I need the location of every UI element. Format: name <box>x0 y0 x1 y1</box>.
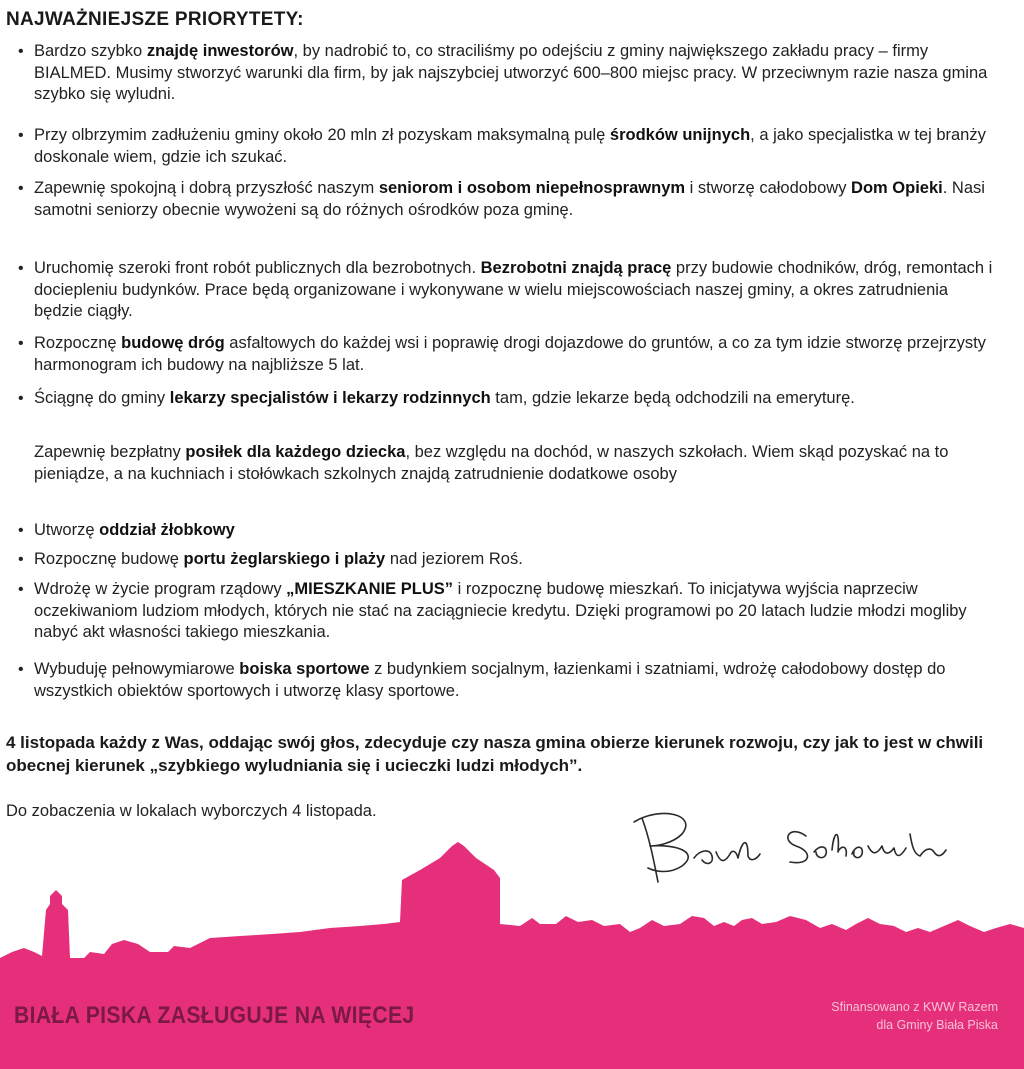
campaign-slogan: BIAŁA PISKA ZASŁUGUJE NA WIĘCEJ <box>14 1002 415 1029</box>
priority-item <box>18 125 998 168</box>
emphasis-text: seniorom i osobom niepełnosprawnym <box>378 179 686 197</box>
body-text: Wybuduję pełnowymiarowe <box>34 660 240 678</box>
bullet-icon: • <box>18 390 24 407</box>
priority-text <box>34 549 998 571</box>
funding-line: dla Gminy Biała Piska <box>876 1018 998 1032</box>
body-text: Przy olbrzymim zadłużeniu gminy około 20 mln zł pozyskam maksymalną pulę <box>34 126 610 144</box>
emphasis-text: lekarzy specjalistów i lekarzy rodzinnych <box>169 389 491 407</box>
priority-item <box>18 549 998 571</box>
body-text: Zapewnię spokojną i dobrą przyszłość naszym <box>34 179 379 197</box>
page-heading: NAJWAŻNIEJSZE PRIORYTETY: <box>6 9 304 30</box>
emphasis-text: budowę dróg <box>121 334 225 352</box>
body-text: Wdrożę w życie program rządowy <box>34 580 287 598</box>
body-text: . Nasi samotni seniorzy obecnie wywożeni są do różnych ośrodków poza gminę. <box>34 179 985 219</box>
bullet-icon: • <box>18 661 24 678</box>
emphasis-text: posiłek dla każdego dziecka <box>185 443 406 461</box>
priority-text <box>34 333 998 376</box>
body-text: , bez względu na dochód, w naszych szkołach. Wiem skąd pozyskać na to pieniądze, a na kuchniach i stołówkach szkolnych znajdą zatrudnienie dodatkowe osoby <box>34 443 949 483</box>
priority-text <box>34 388 998 410</box>
funding-note <box>768 998 998 1034</box>
body-text: Rozpocznę budowę <box>34 550 184 568</box>
body-text: Uruchomię szeroki front robót publicznych dla bezrobotnych. <box>34 259 481 277</box>
priority-item <box>18 520 998 542</box>
body-text: , by nadrobić to, co straciliśmy po odejściu z gminy największego zakładu pracy – firmy BIALMED. Musimy stworzyć warunki dla firm, by jak najszybciej utworzyć 600–800 miejsc pracy. W przeciwnym razie nasza gmina szybko się wyludni. <box>34 42 988 103</box>
bullet-icon: • <box>18 43 24 60</box>
emphasis-text: Bezrobotni znajdą pracę <box>480 259 672 277</box>
body-text: Ściągnę do gminy <box>34 389 170 407</box>
body-text: Utworzę <box>34 521 100 539</box>
priority-text <box>34 178 998 221</box>
priority-item <box>18 659 998 702</box>
body-text: z budynkiem socjalnym, łazienkami i szatniami, wdrożę całodobowy dostęp do wszystkich obiektów sportowych i utworzę klasy sportowe. <box>34 660 946 700</box>
priority-text <box>34 41 998 106</box>
priority-item <box>18 41 998 106</box>
town-skyline <box>0 840 1024 1069</box>
priority-text <box>34 125 998 168</box>
body-text: Bardzo szybko <box>34 42 147 60</box>
priority-item <box>18 442 998 485</box>
emphasis-text: „MIESZKANIE PLUS” <box>286 580 454 598</box>
bullet-icon: • <box>18 551 24 568</box>
body-text: asfaltowych do każdej wsi i poprawię drogi dojazdowe do gruntów, a co za tym idzie stworzę przejrzysty harmonogram ich budowy na najbliższe 5 lat. <box>34 334 986 374</box>
farewell-text: Do zobaczenia w lokalach wyborczych 4 listopada. <box>6 802 377 820</box>
priority-text <box>34 258 998 323</box>
bullet-icon: • <box>18 260 24 277</box>
emphasis-text: Dom Opieki <box>851 179 943 197</box>
priority-text <box>34 442 998 485</box>
body-text: tam, gdzie lekarze będą odchodzili na emeryturę. <box>490 389 855 407</box>
priority-item <box>18 579 998 644</box>
emphasis-text: portu żeglarskiego i plaży <box>183 550 386 568</box>
bullet-icon: • <box>18 522 24 539</box>
body-text: , a jako specjalistka w tej branży doskonale wiem, gdzie ich szukać. <box>34 126 986 166</box>
emphasis-text: środków unijnych <box>609 126 751 144</box>
body-text: Rozpocznę <box>34 334 122 352</box>
emphasis-text: znajdę inwestorów <box>146 42 294 60</box>
emphasis-text: oddział żłobkowy <box>99 521 235 539</box>
bullet-icon: • <box>18 581 24 598</box>
priority-item <box>18 333 998 376</box>
body-text: i stworzę całodobowy <box>685 179 852 197</box>
bullet-icon: • <box>18 127 24 144</box>
priority-text <box>34 579 998 644</box>
priority-item <box>18 258 998 323</box>
emphasis-text: boiska sportowe <box>239 660 370 678</box>
priority-item <box>18 388 998 410</box>
body-text: nad jeziorem Roś. <box>385 550 523 568</box>
bullet-icon: • <box>18 180 24 197</box>
bullet-icon: • <box>18 335 24 352</box>
body-text: i rozpocznę budowę mieszkań. To inicjatywa wyjścia naprzeciw oczekiwaniom ludziom młodych, których nie stać na zaciągniecie kredytu. Dzięki programowi po 20 latach ludzie młodzi mogliby nabyć akt własności takiego mieszkania. <box>34 580 967 641</box>
priority-text <box>34 520 998 542</box>
closing-statement: 4 listopada każdy z Was, oddając swój głos, zdecyduje czy nasza gmina obierze kierunek rozwoju, czy jak to jest w chwili obecnej kierunek „szybkiego wyludniania się i ucieczki ludzi młodych”. <box>6 733 984 775</box>
body-text: przy budowie chodników, dróg, remontach i dociepleniu budynków. Prace będą organizowane i wykonywane w wielu miejscowościach naszej gminy, a okres zatrudnienia będzie ciągły. <box>34 259 993 320</box>
body-text: Zapewnię bezpłatny <box>34 443 186 461</box>
funding-line: Sfinansowano z KWW Razem <box>831 1000 998 1014</box>
priority-text <box>34 659 998 702</box>
priority-item <box>18 178 998 221</box>
